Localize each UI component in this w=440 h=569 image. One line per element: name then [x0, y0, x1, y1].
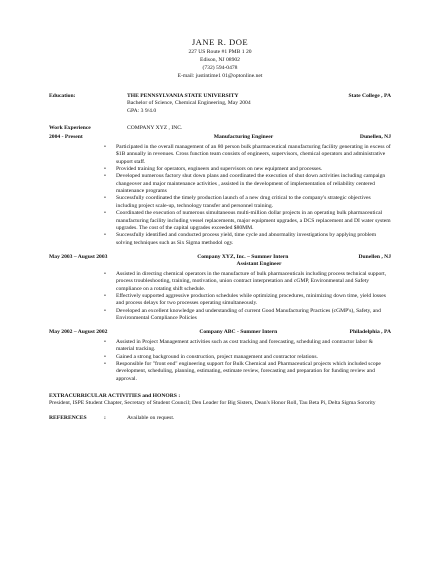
job-bullet: • Gained a strong background in construction, project management and contractor relations.: [104, 354, 391, 361]
references-section: [49, 415, 391, 422]
job-bullet-list: [49, 339, 391, 383]
job-bullet: • Assisted in directing chemical operators in the manufacture of bulk pharmaceuticals including process technical support, process troubleshooting, training, motivation, union contract interpretation and cGMP, Environmental and Safety compliance on a rotating shift schedule.: [104, 271, 391, 293]
job-entry: [49, 254, 391, 322]
extracurricular-label: EXTRACURRICULAR ACTIVITIES and HONORS: [49, 393, 177, 400]
job-location: Dunellen , NJ: [358, 254, 391, 261]
references-label: REFERENCES: [49, 414, 87, 421]
job-date: 2004 - Present: [49, 134, 83, 141]
job-bullet: • Successfully identified and conducted process yield, time cycle and abnormality investigations by applying problem solving techniques such as Six Sigma methodol ogy.: [104, 232, 391, 247]
job-location: Dunellen, NJ: [359, 134, 391, 141]
job-bullet: • Participated in the overall management of an 80 person bulk pharmaceutical manufacturing facility generating in excess of $1B annually in revenues. Cross function team consists of engineers, supervisors, chemical operators and administrative support staff.: [104, 144, 391, 166]
job-bullet: • Responsible for "front end" engineering support for Bulk Chemical and Pharmaceutical projects which included scope development, scheduling, planning, estimating, estimate review, forecasting and preparation for funding review and approval.: [104, 361, 391, 383]
job-title: Manufacturing Engineer: [213, 134, 274, 141]
contact-header: [49, 36, 391, 81]
job-subtitle: Assistant Engineer: [236, 261, 282, 268]
job-bullet-list: [49, 144, 391, 247]
job-date: May 2002 – August 2002: [49, 329, 108, 336]
work-company-heading: COMPANY XYZ , INC.: [127, 125, 183, 132]
job-bullet: • Developed an excellent knowledge and understanding of current Good Manufacturing Practices (cGMP's), Safety, and Environmental Compliance Policies: [104, 308, 391, 323]
job-bullet: • Coordinated the execution of numerous simultaneous multi-million dollar projects in an operating bulk pharmaceutical manufacturing facility including vessel replacements, major equipment upgrades, a DCS replacement and DI water system upgrades. The cost of the capital upgrades exceeded $80MM.: [104, 210, 391, 232]
extracurricular-section: [49, 393, 391, 408]
address-line-2: Edison, NJ 08902: [200, 57, 240, 64]
work-experience-section: [49, 125, 391, 383]
school-name: THE PENNSYLVANIA STATE UNIVERSITY: [127, 92, 239, 99]
job-title: Company ABC - Summer Intern: [199, 329, 278, 336]
job-title: Company XYZ, Inc. – Summer Intern: [197, 254, 289, 261]
extracurricular-colon: :: [178, 393, 181, 400]
candidate-name: JANE R. DOE: [191, 37, 249, 47]
references-text: Available on request.: [127, 414, 175, 421]
email-address: E-mail: justintime1 01@optonline.net: [177, 73, 263, 80]
job-bullet-list: [49, 271, 391, 323]
phone-number: (732) 594-0478: [202, 65, 238, 72]
degree: Bachelor of Science, Chemical Engineering, May 2004: [127, 100, 251, 107]
school-location: State College , PA: [348, 92, 391, 99]
references-colon: :: [104, 414, 106, 421]
address-line-1: 227 US Route #1 PMB 1 20: [188, 49, 252, 56]
job-date: May 2003 – August 2003: [49, 254, 108, 261]
job-bullet: • Provided training for operators, engineers and supervisors on new equipment and processes.: [104, 166, 391, 173]
gpa: GPA: 3 9/4.0: [127, 107, 157, 114]
work-experience-label: Work Experience: [49, 125, 91, 132]
job-bullet: • Developed numerous factory shut down plans and coordinated the execution of shut down activities including campaign changeover and major maintenance activities , assisted in the development of implementation of reliability centered maintenance programs: [104, 173, 391, 195]
job-entry: [49, 329, 391, 383]
job-bullet: • Effectively supported aggressive production schedules while optimizing procedures, minimizing down time, yield losses and process delays for two processes operating simultaneously.: [104, 293, 391, 308]
extracurricular-text: President, ISPE Student Chapter, Secretary of Student Council; Den Leader for Big Sisters, Dean's Honor Roll, Tau Beta Pi, Delta Sigma Sorority: [49, 400, 376, 407]
job-entry: [49, 134, 391, 247]
job-bullet: • Successfully coordinated the timely production launch of a new drug critical to the company's strategic objectives including project scale-up, technology transfer and personnel training.: [104, 195, 391, 210]
job-bullet: • Assisted in Project Management activities such as cost tracking and forecasting, scheduling and contractor labor & material tracking.: [104, 339, 391, 354]
education-label: Education:: [49, 92, 76, 99]
job-location: Philadelphia , PA: [349, 329, 391, 336]
education-section: [49, 93, 391, 115]
